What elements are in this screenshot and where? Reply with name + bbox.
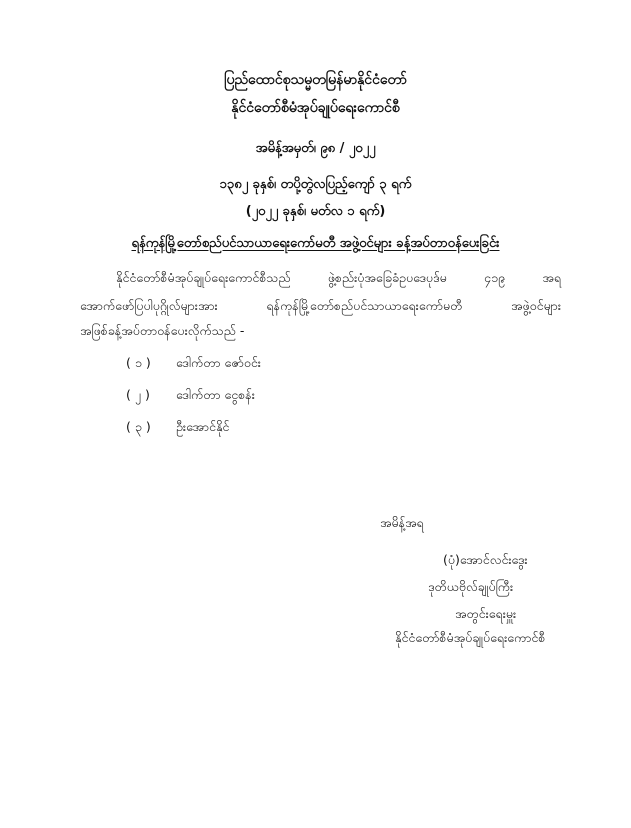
member-name: ဒေါက်တာ ငွေစန်း [176,387,255,402]
member-number: ( ၃ ) [126,419,151,434]
member-name: ဦးအောင်နိုင် [176,419,230,434]
gregorian-date: (၂၀၂၂ ခုနှစ်၊ မတ်လ ၁ ရက်) [245,204,386,219]
myanmar-date: ၁၃၈၂ ခုနှစ်၊ တပို့တွဲလပြည့်ကျော် ၃ ရက် [219,177,412,192]
signatory-rank: ဒုတိယဗိုလ်ချုပ်ကြီး [428,579,514,594]
list-item [126,419,229,438]
body-paragraph-line-2: အောက်ဖော်ပြပါပုဂ္ဂိုလ်များအား ရန်ကုန်မြို့တော်စည်ပင်သာယာရေးကော်မတီ အဖွဲ့ဝင်များ [80,298,561,313]
list-item [126,355,261,374]
body-paragraph-line-1: နိုင်ငံတော်စီမံအုပ်ချုပ်ရေးကောင်စီသည် ဖွဲ့စည်းပုံအခြေခံဥပဒေပုဒ်မ ၄၁၉ အရ [116,270,561,285]
by-order-label: အမိန့်အရ [380,515,424,530]
member-number: ( ၁ ) [126,355,151,370]
body-paragraph-line-3: အဖြစ်ခန့်အပ်တာဝန်ပေးလိုက်သည် - [80,323,245,338]
member-name: ဒေါက်တာ ဇော်ဝင်း [176,355,261,370]
republic-heading: ပြည်ထောင်စုသမ္မတမြန်မာနိုင်ငံတော် [224,72,407,88]
member-number: ( ၂ ) [126,387,150,402]
signatory-name: (ပုံ)အောင်လင်းဒွေး [443,552,528,567]
signatory-organization: နိုင်ငံတော်စီမံအုပ်ချုပ်ရေးကောင်စီ [395,630,546,645]
list-item [126,387,255,406]
order-subject: ရန်ကုန်မြို့တော်စည်ပင်သာယာရေးကော်မတီ အဖွဲ့ဝင်များ ခန့်အပ်တာဝန်ပေးခြင်း [131,236,500,251]
signatory-position: အတွင်းရေးမှူး [455,606,517,621]
agency-heading: နိုင်ငံတော်စီမံအုပ်ချုပ်ရေးကောင်စီ [231,100,400,116]
order-number: အမိန့်အမှတ်၊ ၉၈ / ၂၀၂၂ [255,141,376,156]
